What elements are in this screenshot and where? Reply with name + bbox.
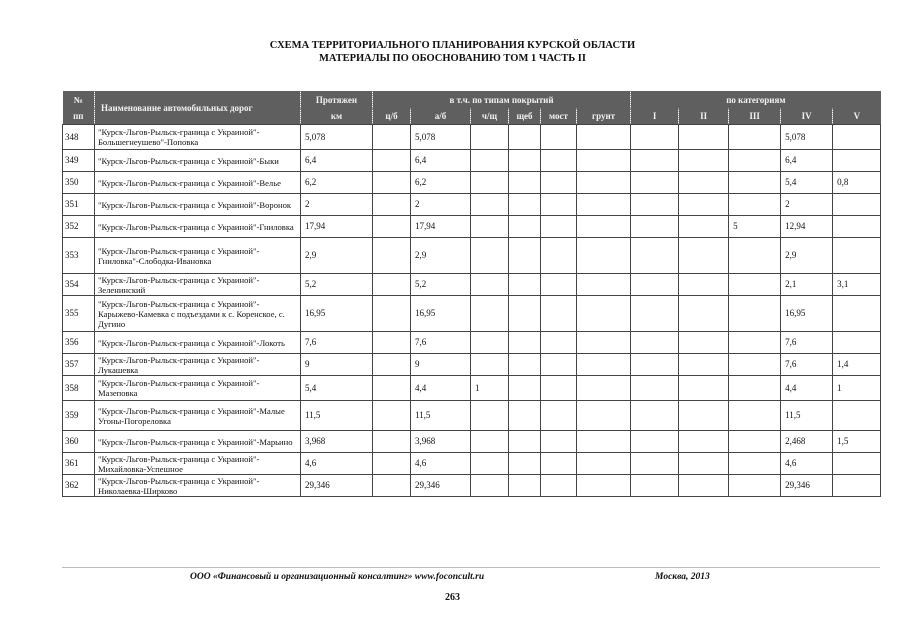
- cell-c3: [729, 376, 781, 401]
- cell-c3: [729, 431, 781, 453]
- cell-sheb: [509, 274, 541, 296]
- cell-c3: [729, 125, 781, 150]
- cell-c5: [833, 238, 881, 274]
- cell-name: "Курск-Льгов-Рыльск-граница с Украиной"-Марьино: [95, 431, 301, 453]
- cell-c5: [833, 150, 881, 172]
- col-cb-header: ц/б: [373, 108, 411, 125]
- cell-chsh: [471, 238, 509, 274]
- cell-c5: [833, 453, 881, 475]
- cell-sheb: [509, 296, 541, 332]
- cell-km: 5,4: [301, 376, 373, 401]
- cell-most: [541, 194, 577, 216]
- cell-c5: [833, 332, 881, 354]
- cell-c1: [631, 172, 679, 194]
- table-row: [63, 475, 881, 497]
- table-row: [63, 125, 881, 150]
- cell-ab: 11,5: [411, 401, 471, 431]
- cell-grunt: [577, 125, 631, 150]
- cell-chsh: [471, 431, 509, 453]
- cell-km: 7,6: [301, 332, 373, 354]
- cell-c1: [631, 376, 679, 401]
- cell-c1: [631, 194, 679, 216]
- cell-km: 11,5: [301, 401, 373, 431]
- cell-most: [541, 354, 577, 376]
- cell-ab: 4,6: [411, 453, 471, 475]
- cell-c2: [679, 238, 729, 274]
- cell-cb: [373, 431, 411, 453]
- cell-c4: 11,5: [781, 401, 833, 431]
- cell-c4: 2: [781, 194, 833, 216]
- cell-cb: [373, 401, 411, 431]
- col-km-subheader: км: [301, 108, 373, 125]
- table-row: [63, 401, 881, 431]
- cell-most: [541, 431, 577, 453]
- col-cat1-header: I: [631, 108, 679, 125]
- cell-km: 6,2: [301, 172, 373, 194]
- cell-km: 9: [301, 354, 373, 376]
- col-cat3-header: III: [729, 108, 781, 125]
- cell-km: 2: [301, 194, 373, 216]
- cell-c4: 5,4: [781, 172, 833, 194]
- cell-c4: 5,078: [781, 125, 833, 150]
- cell-c2: [679, 274, 729, 296]
- cell-ab: 5,078: [411, 125, 471, 150]
- cell-c4: 2,9: [781, 238, 833, 274]
- cell-grunt: [577, 150, 631, 172]
- cell-c5: [833, 401, 881, 431]
- cell-ab: 6,2: [411, 172, 471, 194]
- cell-cb: [373, 172, 411, 194]
- cell-grunt: [577, 376, 631, 401]
- cell-chsh: [471, 125, 509, 150]
- cell-ab: 7,6: [411, 332, 471, 354]
- table-row: [63, 332, 881, 354]
- table-row: [63, 216, 881, 238]
- header-title: СХЕМА ТЕРРИТОРИАЛЬНОГО ПЛАНИРОВАНИЯ КУРСКОЙ ОБЛАСТИ: [269, 40, 636, 51]
- cell-cb: [373, 238, 411, 274]
- cell-c1: [631, 274, 679, 296]
- cell-c5: 1,4: [833, 354, 881, 376]
- cell-c5: 1: [833, 376, 881, 401]
- cell-most: [541, 401, 577, 431]
- cell-c3: [729, 296, 781, 332]
- col-sheb-header: щеб: [509, 108, 541, 125]
- cell-c4: 6,4: [781, 150, 833, 172]
- cell-most: [541, 274, 577, 296]
- roads-table: [62, 91, 881, 497]
- cell-c5: [833, 125, 881, 150]
- cell-grunt: [577, 274, 631, 296]
- cell-grunt: [577, 354, 631, 376]
- cell-grunt: [577, 431, 631, 453]
- cell-c3: [729, 332, 781, 354]
- cell-c4: 4,4: [781, 376, 833, 401]
- cell-c3: [729, 150, 781, 172]
- cell-c3: [729, 354, 781, 376]
- col-cat4-header: IV: [781, 108, 833, 125]
- cell-c3: [729, 238, 781, 274]
- cell-ab: 4,4: [411, 376, 471, 401]
- cell-ab: 29,346: [411, 475, 471, 497]
- cell-c3: [729, 172, 781, 194]
- cell-grunt: [577, 296, 631, 332]
- cell-sheb: [509, 431, 541, 453]
- cell-c2: [679, 401, 729, 431]
- cell-c5: [833, 296, 881, 332]
- cell-sheb: [509, 150, 541, 172]
- cell-name: "Курск-Льгов-Рыльск-граница с Украиной"-Карыжево-Камевка с подъездами к с. Коренское, с. Дугино: [95, 296, 301, 332]
- cell-km: 16,95: [301, 296, 373, 332]
- cell-no: 349: [63, 150, 95, 172]
- cell-most: [541, 238, 577, 274]
- cell-no: 361: [63, 453, 95, 475]
- cell-ab: 3,968: [411, 431, 471, 453]
- cell-no: 348: [63, 125, 95, 150]
- cell-no: 351: [63, 194, 95, 216]
- cell-no: 354: [63, 274, 95, 296]
- col-cat5-header: V: [833, 108, 881, 125]
- cell-no: 352: [63, 216, 95, 238]
- table-row: [63, 431, 881, 453]
- cell-ab: 17,94: [411, 216, 471, 238]
- cell-c5: 1,5: [833, 431, 881, 453]
- cell-c2: [679, 172, 729, 194]
- page-number: 263: [445, 592, 460, 603]
- cell-grunt: [577, 238, 631, 274]
- cell-cb: [373, 274, 411, 296]
- col-num-subheader: пп: [63, 108, 95, 125]
- cell-name: "Курск-Льгов-Рыльск-граница с Украиной"-Гниловка: [95, 216, 301, 238]
- cell-c4: 2,1: [781, 274, 833, 296]
- cell-sheb: [509, 453, 541, 475]
- cell-c1: [631, 475, 679, 497]
- cell-c5: [833, 475, 881, 497]
- cell-cb: [373, 475, 411, 497]
- footer-city-year: Москва, 2013: [655, 572, 710, 582]
- cell-c2: [679, 216, 729, 238]
- cell-km: 6,4: [301, 150, 373, 172]
- cell-km: 2,9: [301, 238, 373, 274]
- table-row: [63, 238, 881, 274]
- cell-chsh: [471, 194, 509, 216]
- roads-table-container: [62, 91, 880, 497]
- cell-sheb: [509, 216, 541, 238]
- col-most-header: мост: [541, 108, 577, 125]
- cell-most: [541, 332, 577, 354]
- cell-grunt: [577, 332, 631, 354]
- cell-km: 29,346: [301, 475, 373, 497]
- cell-no: 353: [63, 238, 95, 274]
- table-row: [63, 172, 881, 194]
- cell-c1: [631, 150, 679, 172]
- cell-km: 5,078: [301, 125, 373, 150]
- col-grunt-header: грунт: [577, 108, 631, 125]
- cell-most: [541, 150, 577, 172]
- cell-cb: [373, 376, 411, 401]
- cell-sheb: [509, 125, 541, 150]
- cell-chsh: [471, 475, 509, 497]
- cell-ab: 5,2: [411, 274, 471, 296]
- cell-cb: [373, 332, 411, 354]
- cell-no: 358: [63, 376, 95, 401]
- cell-c5: [833, 216, 881, 238]
- cell-c4: 29,346: [781, 475, 833, 497]
- cell-sheb: [509, 238, 541, 274]
- cell-name: "Курск-Льгов-Рыльск-граница с Украиной"-Николаевка-Ширково: [95, 475, 301, 497]
- table-row: [63, 194, 881, 216]
- footer-organization: ООО «Финансовый и организационный консалтинг» www.foconcult.ru: [190, 572, 485, 582]
- cell-ab: 2: [411, 194, 471, 216]
- cell-c4: 4,6: [781, 453, 833, 475]
- table-row: [63, 296, 881, 332]
- cell-c3: [729, 453, 781, 475]
- col-name-header: Наименование автомобильных дорог: [95, 91, 301, 125]
- cell-c4: 7,6: [781, 332, 833, 354]
- cell-c2: [679, 475, 729, 497]
- cell-c2: [679, 125, 729, 150]
- cell-name: "Курск-Льгов-Рыльск-граница с Украиной"-Зеленинский: [95, 274, 301, 296]
- cell-most: [541, 296, 577, 332]
- cell-km: 4,6: [301, 453, 373, 475]
- cell-c2: [679, 376, 729, 401]
- cell-c2: [679, 150, 729, 172]
- table-body: [63, 125, 881, 497]
- cell-km: 17,94: [301, 216, 373, 238]
- cell-most: [541, 216, 577, 238]
- col-length-header: Протяжен: [301, 91, 373, 108]
- cell-c1: [631, 431, 679, 453]
- cell-most: [541, 172, 577, 194]
- header-subtitle: МАТЕРИАЛЫ ПО ОБОСНОВАНИЮ ТОМ 1 ЧАСТЬ II: [319, 53, 586, 64]
- col-surface-group-header: в т.ч. по типам покрытий: [373, 91, 631, 108]
- cell-name: "Курск-Льгов-Рыльск-граница с Украиной"-Мазеповка: [95, 376, 301, 401]
- cell-c1: [631, 216, 679, 238]
- cell-c2: [679, 453, 729, 475]
- cell-chsh: 1: [471, 376, 509, 401]
- cell-sheb: [509, 194, 541, 216]
- cell-name: "Курск-Льгов-Рыльск-граница с Украиной"-Лукашевка: [95, 354, 301, 376]
- table-header-row-top: [63, 91, 881, 108]
- cell-chsh: [471, 216, 509, 238]
- cell-cb: [373, 194, 411, 216]
- cell-c4: 7,6: [781, 354, 833, 376]
- table-row: [63, 453, 881, 475]
- cell-no: 359: [63, 401, 95, 431]
- cell-name: "Курск-Льгов-Рыльск-граница с Украиной"-Быки: [95, 150, 301, 172]
- cell-chsh: [471, 296, 509, 332]
- cell-grunt: [577, 475, 631, 497]
- cell-c1: [631, 453, 679, 475]
- cell-no: 362: [63, 475, 95, 497]
- cell-c3: [729, 475, 781, 497]
- table-row: [63, 376, 881, 401]
- cell-no: 355: [63, 296, 95, 332]
- cell-grunt: [577, 172, 631, 194]
- table-row: [63, 354, 881, 376]
- cell-sheb: [509, 332, 541, 354]
- cell-most: [541, 125, 577, 150]
- cell-ab: 9: [411, 354, 471, 376]
- cell-no: 360: [63, 431, 95, 453]
- cell-cb: [373, 453, 411, 475]
- cell-c5: [833, 194, 881, 216]
- footer-divider: [62, 567, 880, 568]
- cell-c1: [631, 296, 679, 332]
- cell-c4: 16,95: [781, 296, 833, 332]
- cell-sheb: [509, 172, 541, 194]
- cell-cb: [373, 216, 411, 238]
- cell-chsh: [471, 172, 509, 194]
- cell-km: 3,968: [301, 431, 373, 453]
- cell-c2: [679, 296, 729, 332]
- cell-cb: [373, 125, 411, 150]
- cell-sheb: [509, 376, 541, 401]
- cell-chsh: [471, 150, 509, 172]
- cell-chsh: [471, 354, 509, 376]
- cell-no: 350: [63, 172, 95, 194]
- cell-c4: 2,468: [781, 431, 833, 453]
- col-category-group-header: по категориям: [631, 91, 881, 108]
- col-chsh-header: ч/щ: [471, 108, 509, 125]
- table-row: [63, 150, 881, 172]
- cell-chsh: [471, 274, 509, 296]
- table-row: [63, 274, 881, 296]
- cell-name: "Курск-Льгов-Рыльск-граница с Украиной"-Большегнеушево"-Поповка: [95, 125, 301, 150]
- cell-c2: [679, 194, 729, 216]
- cell-c1: [631, 354, 679, 376]
- cell-ab: 2,9: [411, 238, 471, 274]
- col-cat2-header: II: [679, 108, 729, 125]
- cell-sheb: [509, 475, 541, 497]
- cell-most: [541, 453, 577, 475]
- cell-c5: 0,8: [833, 172, 881, 194]
- cell-name: "Курск-Льгов-Рыльск-граница с Украиной"-Велье: [95, 172, 301, 194]
- cell-c3: [729, 274, 781, 296]
- cell-most: [541, 475, 577, 497]
- cell-km: 5,2: [301, 274, 373, 296]
- cell-c1: [631, 401, 679, 431]
- cell-cb: [373, 150, 411, 172]
- cell-c1: [631, 125, 679, 150]
- cell-chsh: [471, 401, 509, 431]
- cell-c2: [679, 354, 729, 376]
- cell-c2: [679, 332, 729, 354]
- cell-name: "Курск-Льгов-Рыльск-граница с Украиной"-Воронок: [95, 194, 301, 216]
- cell-c3: [729, 194, 781, 216]
- cell-c3: [729, 401, 781, 431]
- cell-no: 357: [63, 354, 95, 376]
- document-header: [0, 39, 905, 65]
- cell-sheb: [509, 354, 541, 376]
- cell-grunt: [577, 453, 631, 475]
- cell-grunt: [577, 194, 631, 216]
- cell-name: "Курск-Льгов-Рыльск-граница с Украиной"-Михайловка-Успешное: [95, 453, 301, 475]
- cell-c4: 12,94: [781, 216, 833, 238]
- cell-chsh: [471, 453, 509, 475]
- cell-c1: [631, 238, 679, 274]
- cell-no: 356: [63, 332, 95, 354]
- cell-c5: 3,1: [833, 274, 881, 296]
- cell-sheb: [509, 401, 541, 431]
- cell-most: [541, 376, 577, 401]
- cell-ab: 16,95: [411, 296, 471, 332]
- col-num-header: №: [63, 91, 95, 108]
- col-ab-header: а/б: [411, 108, 471, 125]
- cell-chsh: [471, 332, 509, 354]
- cell-name: "Курск-Льгов-Рыльск-граница с Украиной"-Гниловка"-Слободка-Ивановка: [95, 238, 301, 274]
- cell-name: "Курск-Льгов-Рыльск-граница с Украиной"-Малые Угоны-Погореловка: [95, 401, 301, 431]
- cell-name: "Курск-Льгов-Рыльск-граница с Украиной"-Локоть: [95, 332, 301, 354]
- cell-cb: [373, 354, 411, 376]
- cell-cb: [373, 296, 411, 332]
- cell-c2: [679, 431, 729, 453]
- cell-grunt: [577, 401, 631, 431]
- cell-ab: 6,4: [411, 150, 471, 172]
- cell-grunt: [577, 216, 631, 238]
- cell-c3: 5: [729, 216, 781, 238]
- cell-c1: [631, 332, 679, 354]
